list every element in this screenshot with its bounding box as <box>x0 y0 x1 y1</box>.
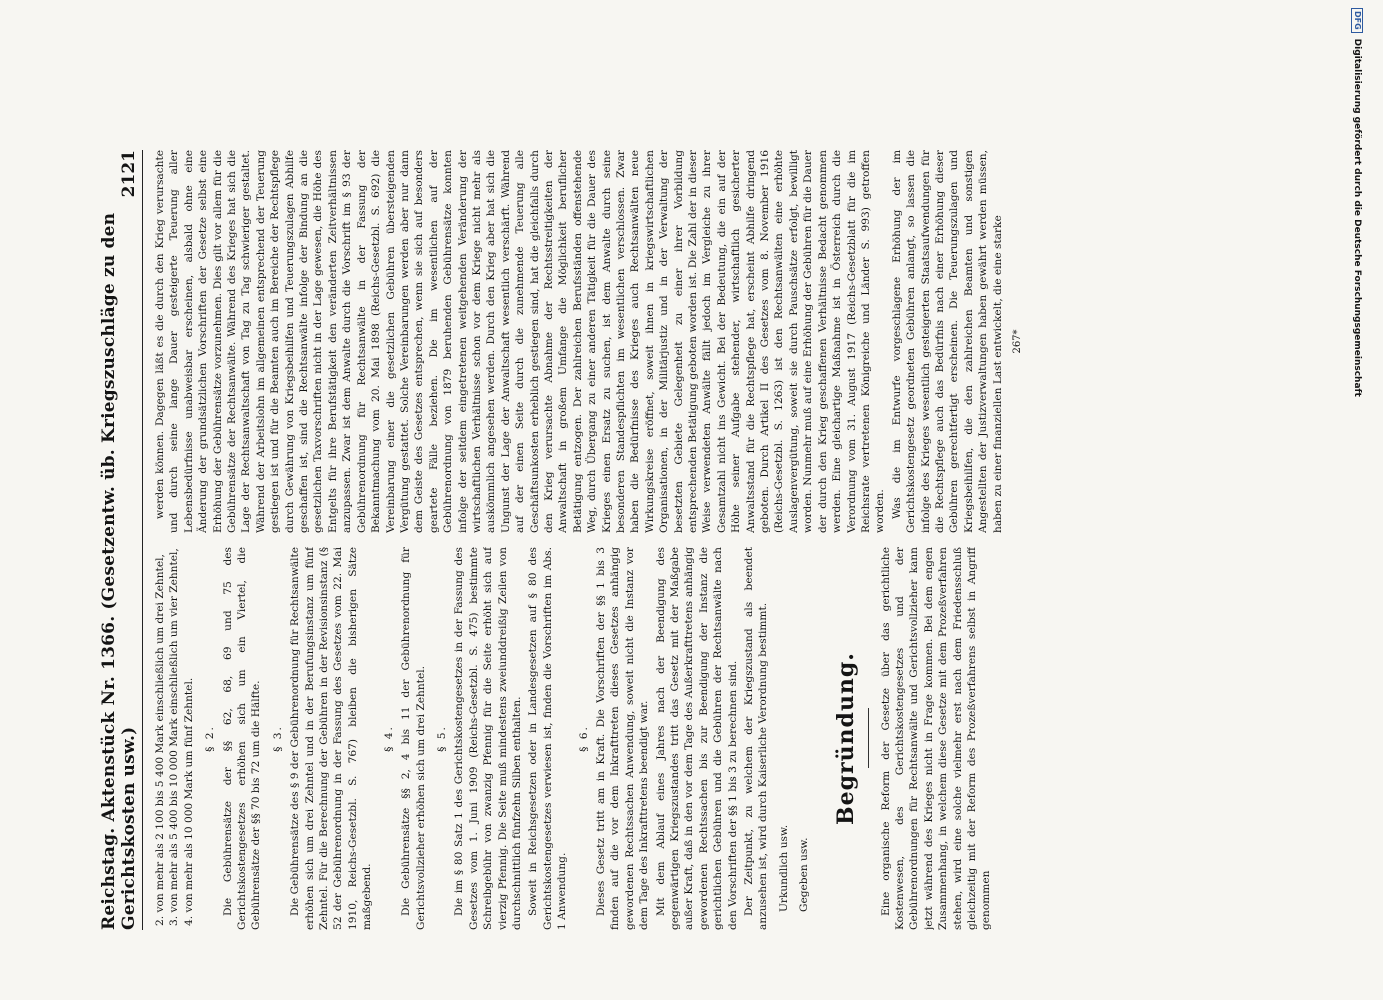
page-content <box>99 150 1299 930</box>
section-heading: § 6. <box>577 725 590 752</box>
section-text: Die Gebührensätze der §§ 62, 68, 69 und 75 des Gerichtskostengesetzes erhöhen sich um ein Viertel, die Gebührensätze der §§ 70 bis 72 um die Hälfte. <box>221 547 263 930</box>
section-text: Der Zeitpunkt, zu welchem der Kriegszustand als beendet anzusehen ist, wird durch Kaiserliche Verordnung bestimmt. <box>743 547 770 930</box>
page-number: 2121 <box>119 150 139 198</box>
dfg-logo: DFG <box>1351 8 1363 33</box>
list-item: 2. von mehr als 2 100 bis 5 400 Mark einschließlich um drei Zehntel, <box>154 554 166 926</box>
list-item: 3. von mehr als 5 400 bis 10 000 Mark einschließlich um vier Zehntel, <box>168 548 181 926</box>
attribution-text: Digitalisierung gefördert durch die Deutsche Forschungsgemeinschaft <box>1352 38 1362 397</box>
body-paragraph: Was die im Entwurfe vorgeschlagene Erhöhung der im Gerichtskostengesetz geordneten Gebühren anlangt, so lassen die infolge des Krieges wesentlich gesteigerten Staatsaufwendungen für die Rechtspflege auch das Bedürfnis nach einer Erhöhung dieser Gebühren gerechtfertigt erscheinen. Die Teuerungszulagen und Kriegsbeihilfen, die den zahlreichen Beamten und sonstigen Angestellten der Justizverwaltungen haben gewährt werden müssen, haben zu einer finanziellen Last entwickelt, die eine starke <box>890 150 1004 533</box>
section-text: Die im § 80 Satz 1 des Gerichtskostengesetzes in der Fassung des Gesetzes vom 1. Juni 1909 (Reichs-Gesetzbl. S. 475) bestimmte Schreibgebühr von zwanzig Pfennig für die Seite erhöht sich auf vierzig Pfennig. Die Seite muß mindestens zweiunddreißig Zeilen von durchschnittlich fünfzehn Silben enthalten. <box>453 547 523 930</box>
section-heading: § 2. <box>204 725 217 752</box>
left-column <box>153 547 1293 930</box>
section-text: Die Gebührensätze des § 9 der Gebührenordnung für Rechtsanwälte erhöhen sich um drei Zehntel und in der Berufungsinstanz um fünf Zehntel. Für die Berechnung der Gebühren in der Revisionsinstanz (§ 52 der Gebührenordnung in der Fassung des Gesetzes vom 22. Mai 1910, Reichs-Gesetzbl. S. 767) bleiben die bisherigen Sätze maßgebend. <box>289 547 374 930</box>
attribution-line <box>1350 0 1364 1000</box>
section-text: Soweit in Reichsgesetzen oder in Landesgesetzen auf § 80 des Gerichtskostengesetzes verwiesen ist, finden die Vorschriften im Abs. 1 Anwendung. <box>527 547 569 930</box>
list-item: 4. von mehr als 10 000 Mark um fünf Zehntel. <box>182 677 195 926</box>
signature-mark: 267* <box>1011 329 1023 354</box>
rotated-document-page <box>51 120 1331 1000</box>
begruendung-text: Eine organische Reform der Gesetze über das gerichtliche Kostenwesen, des Gerichtskostengesetzes und der Gebührenordnungen für Rechtsanwälte und Gerichtsvollzieher kann jetzt während des Krieges nicht in Frage kommen. Bei dem engen Zusammenhang, in welchem diese Gesetze mit dem Prozeßverfahren stehen, wird eine solche vielmehr erst nach dem Friedensschluß gleichzeitig mit der Reform des Prozeßverfahrens selbst in Angriff genommen <box>879 547 993 930</box>
attribution-band <box>1331 0 1383 1000</box>
body-paragraph: werden können. Dagegen läßt es die durch den Krieg verursachte und durch seine lange Dauer gesteigerte Teuerung aller Lebensbedürfnisse unabweisbar erscheinen, alsbald ohne eine Änderung der grundsätzlichen Vorschriften der Gesetze selbst eine Erhöhung der Gebührensätze vorzunehmen. Dies gilt vor allem für die Gebührensätze der Rechtsanwälte. Während des Krieges hat sich die Lage der Rechtsanwaltschaft von Tag zu Tag schwieriger gestaltet. Während der Arbeitslohn im allgemeinen entsprechend der Teuerung gestiegen ist und für die Beamten auch im Bereiche der Rechtspflege durch Gewährung von Kriegsbeihilfen und Teuerungszulagen Abhilfe geschaffen ist, sind die Rechtsanwälte infolge der Bindung an die gesetzlichen Taxvorschriften nicht in der Lage gewesen, die Höhe des Entgelts für ihre Berufstätigkeit den veränderten Zeitverhältnissen anzupassen. Zwar ist dem Anwalte durch die Vorschrift im § 93 der Gebührenordnung für Rechtsanwälte in der Fassung der Bekanntmachung vom 20. Mai 1898 (Reichs-Gesetzbl. S. 692) die Vereinbarung einer die gesetzlichen Gebühren übersteigenden Vergütung gestattet. Solche Vereinbarungen werden aber nur dann dem Geiste des Gesetzes entsprechen, wenn sie sich auf besonders geartete Fälle beziehen. Die im wesentlichen auf der Gebührenordnung von 1879 beruhenden Gebührensätze konnten infolge der seitdem eingetretenen weitgehenden Veränderung der wirtschaftlichen Verhältnisse schon vor dem Kriege nicht mehr als auskömmlich angesehen werden. Durch den Krieg aber hat sich die Ungunst der Lage der Anwaltschaft wesentlich verschärft. Während auf der einen Seite durch die zunehmende Teuerung alle Geschäftsunkosten erheblich gestiegen sind, hat die gleichfalls durch den Krieg verursachte Abnahme der Rechtsstreitigkeiten der Anwaltschaft in großem Umfange die Möglichkeit beruflicher Betätigung entzogen. Der zahlreichen Berufsständen offenstehende Weg, durch Übergang zu einer anderen Tätigkeit für die Dauer des Krieges einen Ersatz zu suchen, ist dem Anwalte durch seine besonderen Standespflichten im wesentlichen verschlossen. Zwar haben die Bedürfnisse des Krieges auch Rechtsanwälten neue Wirkungskreise eröffnet, soweit ihnen in kriegswirtschaftlichen Organisationen, in der Militärjustiz und in der Verwaltung der besetzten Gebiete Gelegenheit zu einer ihrer Vorbildung entsprechenden Betätigung geboten worden ist. Die Zahl der in dieser Weise verwendeten Anwälte fällt jedoch im Vergleiche zu ihrer Gesamtzahl nicht ins Gewicht. Bei der Bedeutung, die ein auf der Höhe seiner Aufgabe stehender, wirtschaftlich gesicherter Anwaltsstand für die Rechtspflege hat, erscheint Abhilfe dringend geboten. Durch Artikel II des Gesetzes vom 8. November 1916 (Reichs-Gesetzbl. S. 1263) ist den Rechtsanwälten eine erhöhte Auslagenvergütung, soweit sie durch Pauschsätze erfolgt, bewilligt worden. Nunmehr muß auf eine Erhöhung der Gebühren für die Dauer der durch den Krieg geschaffenen Verhältnisse Bedacht genommen werden. Eine gleichartige Maßnahme ist in Österreich durch die Verordnung vom 31. August 1917 (Reichs-Gesetzblatt für die im Reichsrate vertretenen Königreiche und Länder S. 993) getroffen worden. <box>154 150 887 533</box>
closing-line: Gegeben usw. <box>798 837 811 912</box>
section-heading: § 5. <box>435 725 448 752</box>
section-heading: § 4. <box>382 725 395 752</box>
right-column <box>153 150 1293 533</box>
begruendung-title: Begründung. <box>832 652 859 825</box>
page-header <box>99 150 143 930</box>
section-text: Die Gebührensätze §§ 2, 4 bis 11 der Gebührenordnung für Gerichtsvollzieher erhöhen sich um drei Zehntel. <box>400 547 427 930</box>
section-text: Mit dem Ablauf eines Jahres nach der Beendigung des gegenwärtigen Kriegszustandes tritt das Gesetz mit der Maßgabe außer Kraft, daß in den vor dem Tage des Außerkrafttretens anhängig gewordenen Rechtssachen bis zur Beendigung der Instanz die gerichtlichen Gebühren und die Gebühren der Rechtsanwälte nach den Vorschriften der §§ 1 bis 3 zu berechnen sind. <box>654 547 739 930</box>
closing-line: Urkundlich usw. <box>777 824 790 912</box>
title-rule <box>868 709 869 769</box>
section-heading: § 3. <box>271 725 284 752</box>
section-text: Dieses Gesetz tritt am in Kraft. Die Vorschriften der §§ 1 bis 3 finden auf die vor dem Inkrafttreten dieses Gesetzes anhängig gewordenen Rechtssachen Anwendung, soweit nicht die Instanz vor dem Tage des Inkrafttretens beendigt war. <box>594 547 651 930</box>
header-title: Reichstag. Aktenstück Nr. 1366. (Gesetzentw. üb. Kriegszuschläge zu den Gerichtskosten usw.) <box>99 212 139 930</box>
text-columns <box>153 150 1293 930</box>
